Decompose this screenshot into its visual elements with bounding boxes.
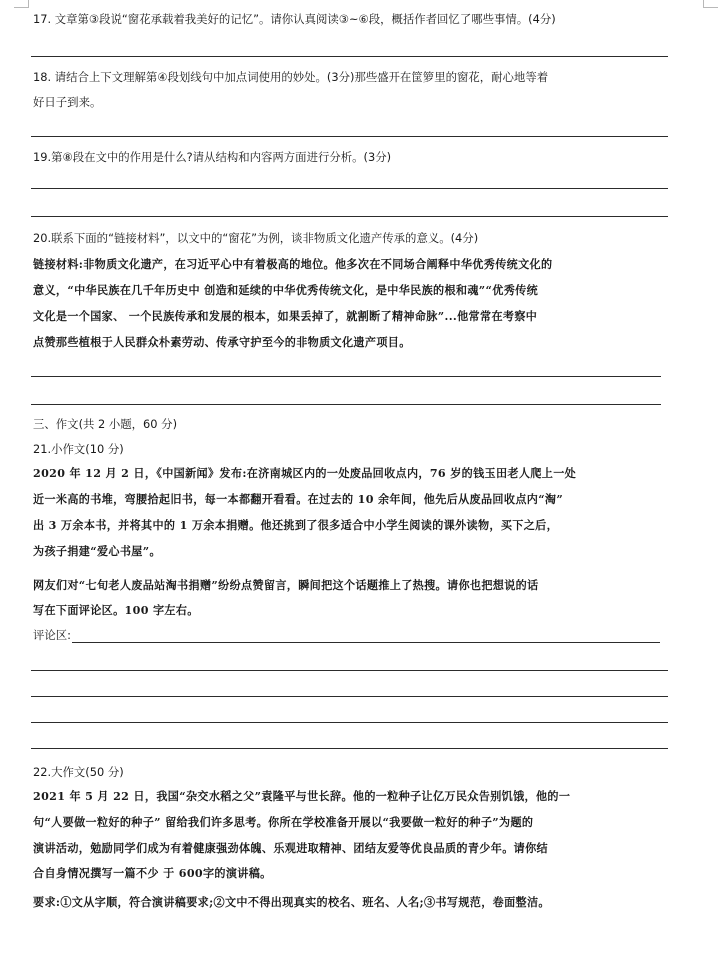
answer-line	[31, 136, 668, 137]
answer-line	[31, 188, 668, 189]
question-18-line1: 18. 请结合上下文理解第④段划线句中加点词使用的妙处。(3分)那些盛开在筐箩里的窗花，耐心地等着	[33, 70, 549, 84]
question-19: 19.第⑧段在文中的作用是什么?请从结构和内容两方面进行分析。(3分)	[33, 150, 392, 164]
answer-line	[31, 216, 668, 217]
answer-line	[31, 376, 661, 377]
comment-label: 评论区:	[33, 628, 72, 642]
question-21-title: 21.小作文(10 分)	[33, 442, 124, 456]
comment-line	[72, 641, 660, 643]
requirements: 要求:①文从字顺，符合演讲稿要求;②文中不得出现真实的校名、班名、人名;③书写规范，卷面整洁。	[33, 896, 550, 909]
section-title: 三、作文(共 2 小题，60 分)	[33, 417, 178, 431]
link-material-line: 意义，“中华民族在几千年历史中 创造和延续的中华优秀传统文化，是中华民族的根和魂”“优秀传统	[33, 284, 539, 297]
q21-body-line: 网友们对“七旬老人废品站淘书捐赠”纷纷点赞留言，瞬间把这个话题推上了热搜。请你也把想说的话	[33, 579, 539, 592]
link-material-line: 链接材料:非物质文化遗产，在习近平心中有着极高的地位。他多次在不同场合阐释中华优秀传统文化的	[33, 258, 553, 271]
q22-body-line: 句“人要做一粒好的种子” 留给我们许多思考。你所在学校准备开展以“我要做一粒好的种子”为题的	[33, 816, 534, 829]
comment-area	[33, 627, 660, 643]
q22-body-line: 演讲活动，勉励同学们成为有着健康强劲体魄、乐观进取精神、团结友爱等优良品质的青少年。请你结	[33, 842, 548, 855]
crop-mark-left	[14, 0, 29, 8]
answer-line	[31, 696, 668, 697]
q21-body-line: 写在下面评论区。100 字左右。	[33, 604, 199, 617]
link-material-line: 文化是一个国家、 一个民族传承和发展的根本，如果丢掉了，就割断了精神命脉”...他常常在考察中	[33, 310, 538, 323]
link-material-line: 点赞那些植根于人民群众朴素劳动、传承守护至今的非物质文化遗产项目。	[33, 336, 411, 349]
answer-line	[31, 56, 668, 57]
q21-body-line: 近一米高的书堆，弯腰拾起旧书，每一本都翻开看看。在过去的 10 余年间，他先后从废品回收点内“淘”	[33, 493, 564, 506]
question-17: 17. 文章第③段说“窗花承载着我美好的记忆”。请你认真阅读③~⑥段，概括作者回忆了哪些事情。(4分)	[33, 12, 556, 26]
answer-line	[31, 722, 668, 723]
q21-body-line: 2020 年 12 月 2 日，《中国新闻》发布:在济南城区内的一处废品回收点内，76 岁的钱玉田老人爬上一处	[33, 467, 577, 480]
q22-body-line: 2021 年 5 月 22 日，我国“杂交水稻之父”袁隆平与世长辞。他的一粒种子让亿万民众告别饥饿，他的一	[33, 790, 571, 803]
question-20: 20.联系下面的“链接材料”，以文中的“窗花”为例，谈非物质文化遗产传承的意义。(4分)	[33, 231, 479, 245]
question-18-line2: 好日子到来。	[33, 95, 102, 109]
crop-mark-right	[703, 0, 718, 8]
q22-body-line: 合自身情况撰写一篇不少 于 600字的演讲稿。	[33, 867, 272, 880]
q21-body-line: 为孩子捐建“爱心书屋”。	[33, 545, 161, 558]
answer-line	[31, 404, 661, 405]
q21-body-line: 出 3 万余本书，并将其中的 1 万余本捐赠。他还挑到了很多适合中小学生阅读的课外读物，买下之后，	[33, 519, 559, 532]
question-22-title: 22.大作文(50 分)	[33, 765, 124, 779]
answer-line	[31, 670, 668, 671]
answer-line	[31, 748, 668, 749]
